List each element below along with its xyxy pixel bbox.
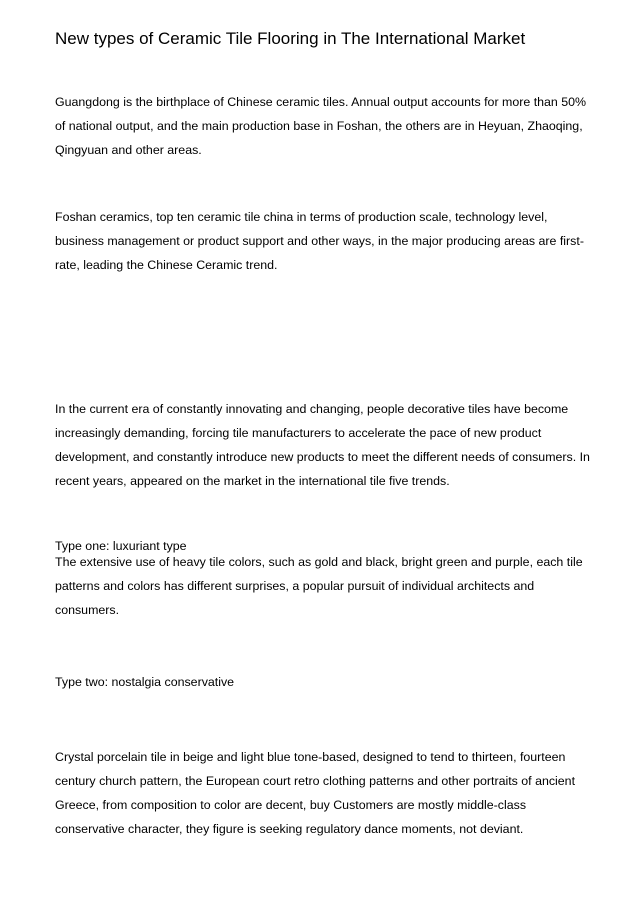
type-one-text: The extensive use of heavy tile colors, such as gold and black, bright green and purple, each tile patterns and colors has different surprises, a popular pursuit of individual architects and consumers.	[55, 555, 583, 617]
paragraph-foshan: Foshan ceramics, top ten ceramic tile china in terms of production scale, technology level, business management or product support and other ways, in the major producing areas are first-rate, leading the Chinese Ceramic trend.	[55, 210, 584, 272]
type-two-text: Crystal porcelain tile in beige and light blue tone-based, designed to tend to thirteen, fourteen century church pattern, the European court retro clothing patterns and other portraits of ancient Greece, from composition to color are decent, buy Customers are mostly middle-class conservative character, they figure is seeking regulatory dance moments, not deviant.	[55, 750, 576, 836]
page-title: New types of Ceramic Tile Flooring in The International Market	[55, 29, 526, 48]
paragraph-current-era: In the current era of constantly innovating and changing, people decorative tiles have become increasingly demanding, forcing tile manufacturers to accelerate the pace of new product development, and constantly introduce new products to meet the different needs of consumers. In recent years, appeared on the market in the international tile five trends.	[55, 402, 590, 488]
type-two-heading: Type two: nostalgia conservative	[55, 675, 235, 689]
paragraph-guangdong: Guangdong is the birthplace of Chinese ceramic tiles. Annual output accounts for more than 50% of national output, and the main production base in Foshan, the others are in Heyuan, Zhaoqing, Qingyuan and other areas.	[55, 95, 587, 157]
type-one-heading: Type one: luxuriant type	[55, 539, 187, 553]
